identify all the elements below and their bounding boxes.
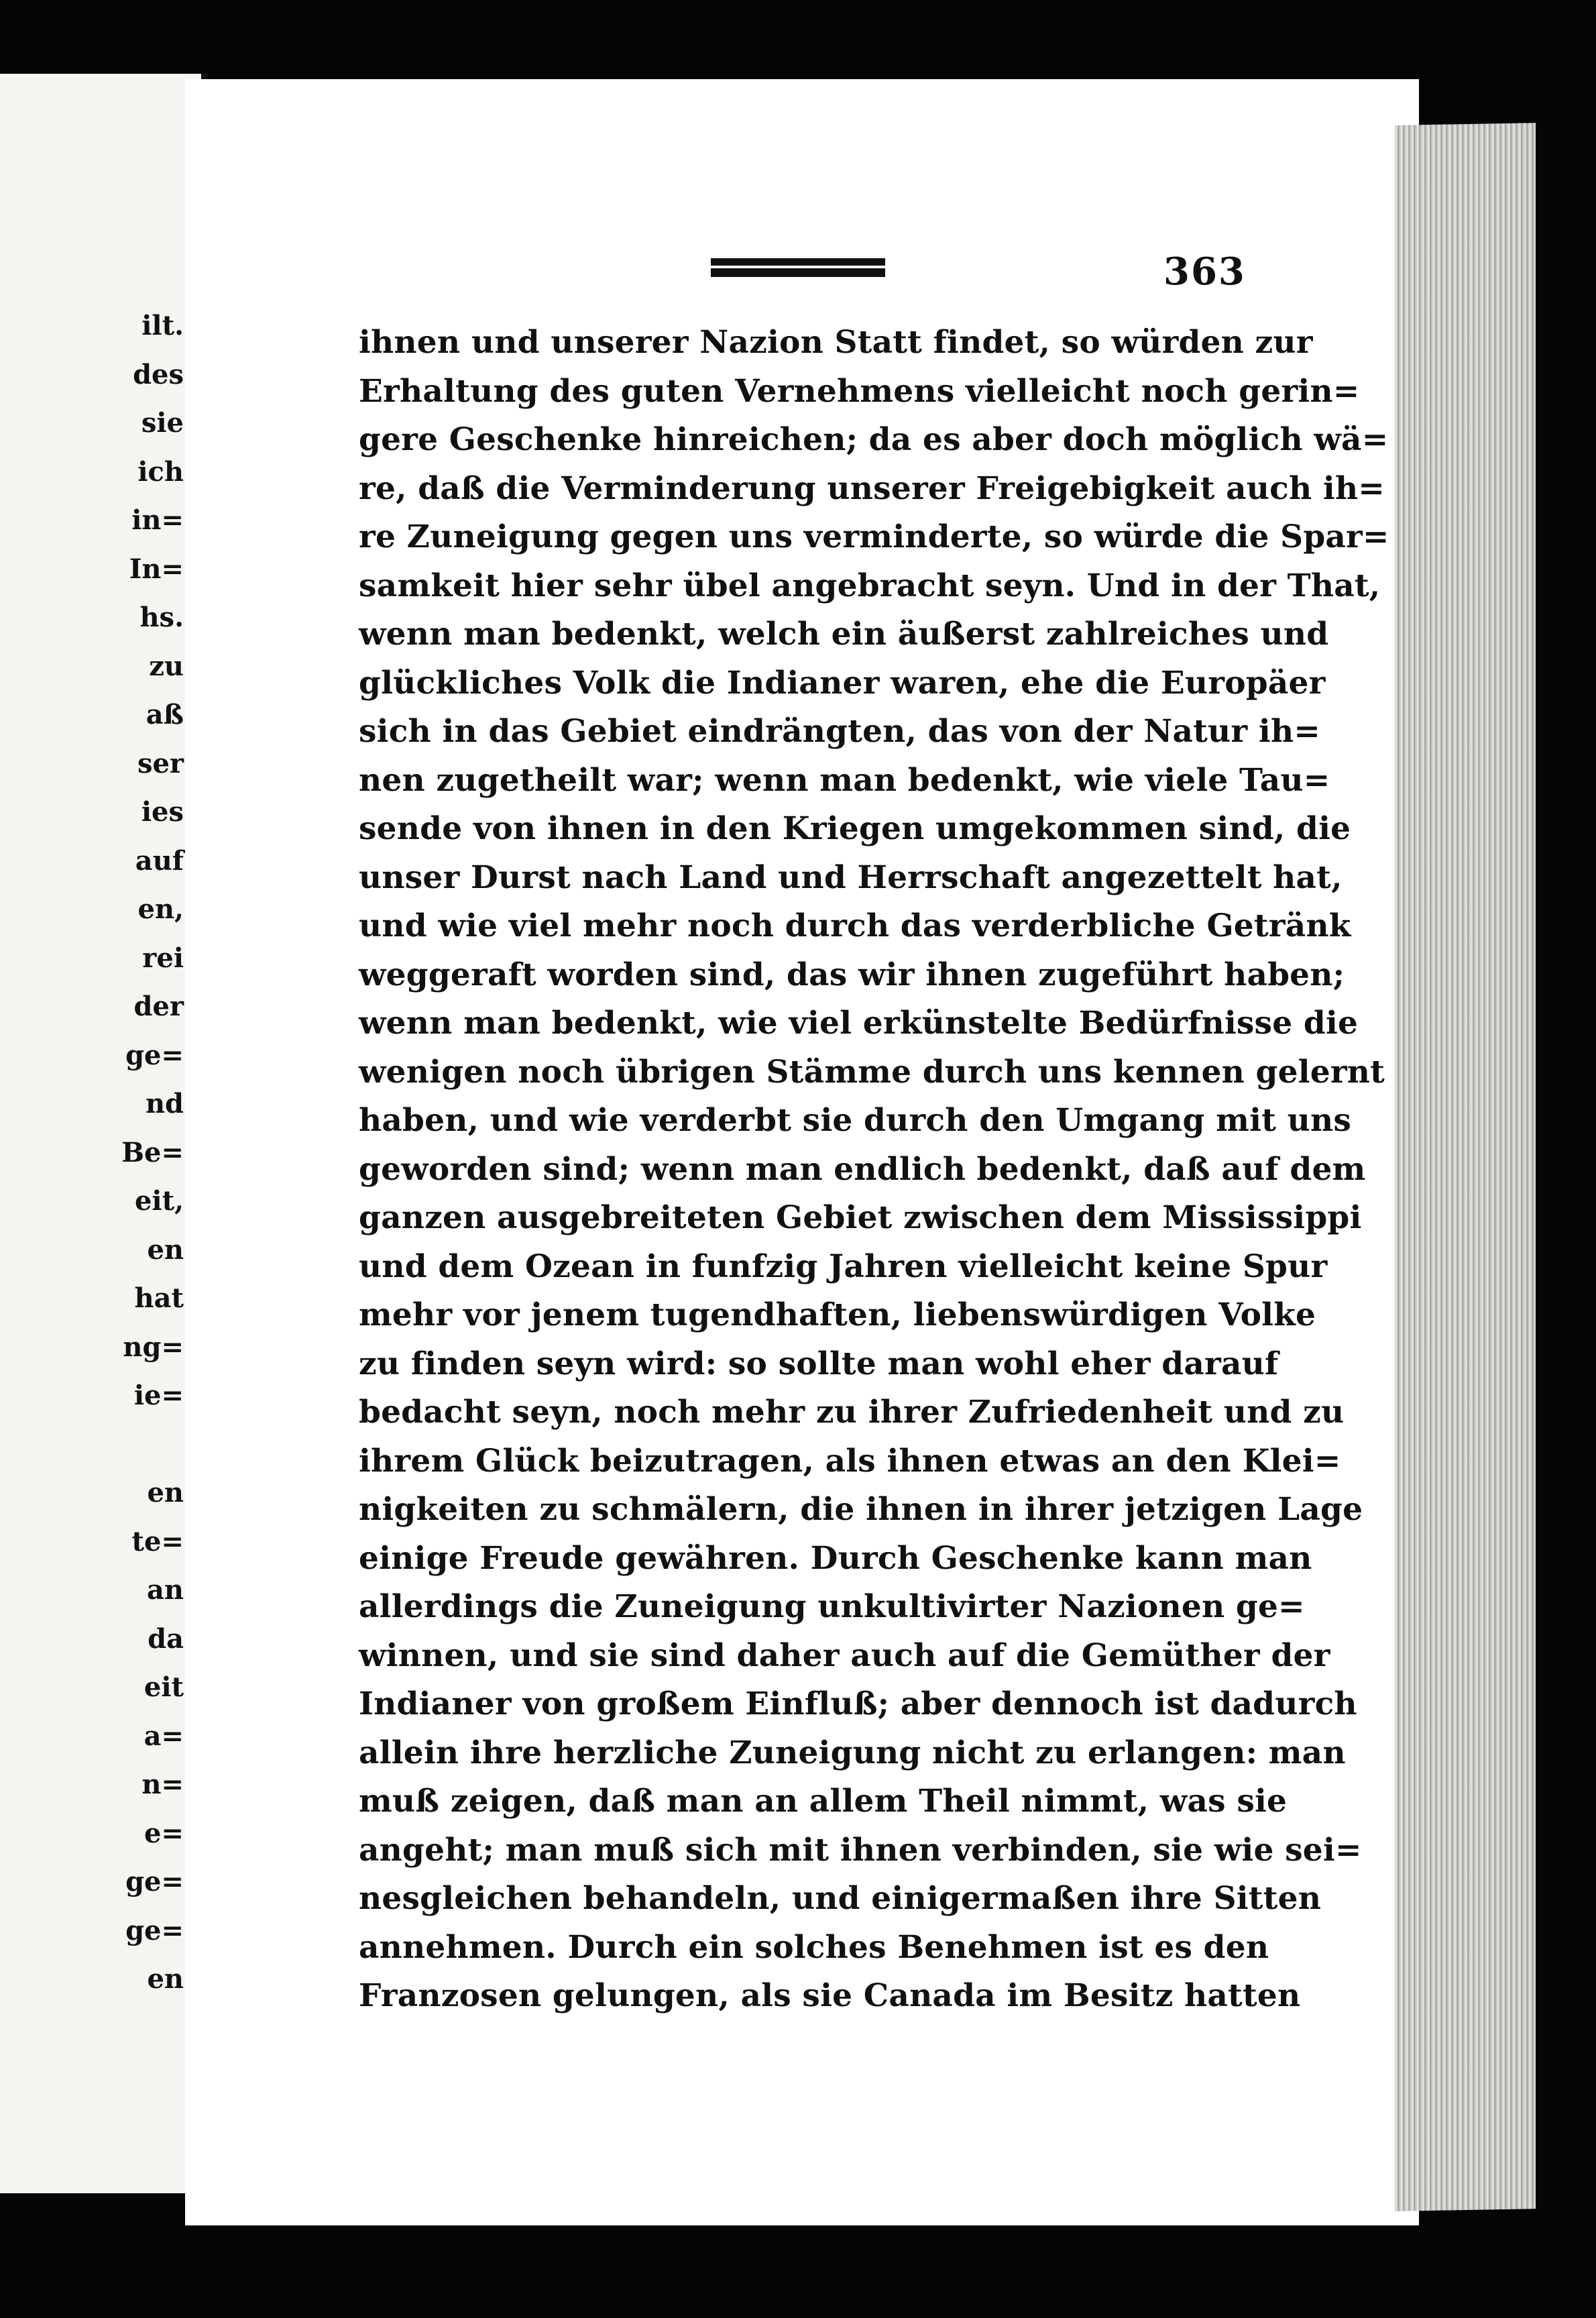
left-fragment: Be= [121, 1136, 184, 1168]
text-line: und wie viel mehr noch durch das verderbliche Getränk [359, 907, 1351, 944]
left-fragment: rei [142, 942, 184, 974]
text-line: allein ihre herzliche Zuneigung nicht zu erlangen: man [359, 1734, 1346, 1771]
left-fragment: zu [149, 650, 184, 682]
left-fragment: ge= [125, 1914, 184, 1946]
left-fragment: en [147, 1477, 184, 1508]
text-line: weggeraft worden sind, das wir ihnen zugeführt haben; [359, 956, 1345, 993]
left-fragment: auf [135, 844, 184, 877]
left-fragment: ilt. [141, 310, 184, 341]
left-fragment: aß [146, 699, 184, 730]
left-fragment: In= [129, 553, 184, 585]
left-fragment: ie= [133, 1380, 184, 1411]
text-line: bedacht seyn, noch mehr zu ihrer Zufriedenheit und zu [359, 1394, 1345, 1431]
text-line: geworden sind; wenn man endlich bedenkt, daß auf dem [359, 1150, 1366, 1188]
left-fragment: ge= [125, 1039, 184, 1071]
left-fragment: ser [137, 747, 184, 779]
text-line: ihnen und unserer Nazion Statt findet, so würden zur [359, 324, 1313, 361]
left-fragment: nd [145, 1088, 184, 1119]
left-fragment: hs. [139, 602, 184, 633]
left-fragment: en [147, 1963, 184, 1995]
text-line: einige Freude gewähren. Durch Geschenke kann man [359, 1539, 1312, 1577]
text-line: nigkeiten zu schmälern, die ihnen in ihrer jetzigen Lage [359, 1491, 1363, 1528]
text-line: allerdings die Zuneigung unkultivirter Nazionen ge= [359, 1588, 1305, 1625]
left-facing-page [0, 74, 208, 2193]
text-line: wenn man bedenkt, wie viel erkünstelte Bedürfnisse die [359, 1005, 1359, 1042]
left-fragment: en, [137, 893, 184, 925]
left-fragment: ies [141, 796, 184, 828]
page-number: 363 [1163, 250, 1246, 294]
page-edges [1395, 123, 1536, 2211]
text-line: unser Durst nach Land und Herrschaft angezettelt hat, [359, 859, 1343, 896]
text-line: mehr vor jenem tugendhaften, liebenswürdigen Volke [359, 1296, 1316, 1333]
text-line: winnen, und sie sind daher auch auf die Gemüther der [359, 1637, 1330, 1674]
left-page-text-fragments [50, 302, 184, 2004]
left-fragment: in= [131, 504, 184, 536]
text-line: Erhaltung des guten Vernehmens vielleicht noch gerin= [359, 372, 1360, 410]
left-fragment: eit [144, 1671, 184, 1703]
text-line: ihrem Glück beizutragen, als ihnen etwas an den Klei= [359, 1442, 1341, 1480]
body-text [359, 319, 1389, 2021]
text-line: re, daß die Verminderung unserer Freigebigkeit auch ih= [359, 470, 1385, 507]
text-line: muß zeigen, daß man an allem Theil nimmt, was sie [359, 1783, 1288, 1820]
text-line: angeht; man muß sich mit ihnen verbinden, sie wie sei= [359, 1831, 1362, 1869]
left-fragment: ich [137, 455, 184, 488]
text-line: samkeit hier sehr übel angebracht seyn. Und in der That, [359, 567, 1381, 604]
text-line: Franzosen gelungen, als sie Canada im Besitz hatten [359, 1977, 1301, 2014]
text-line: nesgleichen behandeln, und einigermaßen ihre Sitten [359, 1880, 1322, 1917]
text-line: glückliches Volk die Indianer waren, ehe die Europäer [359, 664, 1326, 702]
text-line: und dem Ozean in funfzig Jahren vielleicht keine Spur [359, 1248, 1328, 1285]
left-fragment: da [148, 1622, 184, 1655]
left-fragment: e= [144, 1817, 184, 1849]
left-fragment: n= [141, 1769, 184, 1800]
text-line: haben, und wie verderbt sie durch den Umgang mit uns [359, 1102, 1351, 1139]
text-line: Indianer von großem Einfluß; aber dennoch ist dadurch [359, 1686, 1357, 1722]
text-line: wenigen noch übrigen Stämme durch uns kennen gelernt [359, 1053, 1385, 1091]
text-line: wenn man bedenkt, welch ein äußerst zahlreiches und [359, 616, 1329, 653]
left-fragment: ng= [123, 1331, 184, 1363]
left-fragment: eit, [134, 1185, 184, 1217]
left-fragment: ge= [125, 1866, 184, 1897]
left-fragment: an [147, 1574, 184, 1606]
text-line: sende von ihnen in den Kriegen umgekommen sind, die [359, 810, 1351, 847]
text-line: gere Geschenke hinreichen; da es aber doch möglich wä= [359, 421, 1389, 458]
left-fragment: hat [134, 1282, 184, 1314]
header-rule [711, 258, 885, 277]
text-line: re Zuneigung gegen uns verminderte, so würde die Spar= [359, 518, 1389, 555]
text-line: ganzen ausgebreiteten Gebiet zwischen dem Mississippi [359, 1199, 1362, 1236]
text-line: zu finden seyn wird: so sollte man wohl eher darauf [359, 1345, 1279, 1382]
text-line: sich in das Gebiet eindrängten, das von der Natur ih= [359, 713, 1320, 750]
left-fragment: des [133, 358, 184, 390]
left-fragment: a= [144, 1720, 184, 1752]
text-line: annehmen. Durch ein solches Benehmen ist es den [359, 1928, 1269, 1966]
left-fragment: te= [131, 1525, 184, 1557]
left-fragment: en [147, 1233, 184, 1266]
left-fragment: sie [141, 407, 184, 439]
left-fragment: der [133, 991, 184, 1022]
text-line: nen zugetheilt war; wenn man bedenkt, wie viele Tau= [359, 761, 1330, 799]
left-fragment [50, 1421, 184, 1470]
